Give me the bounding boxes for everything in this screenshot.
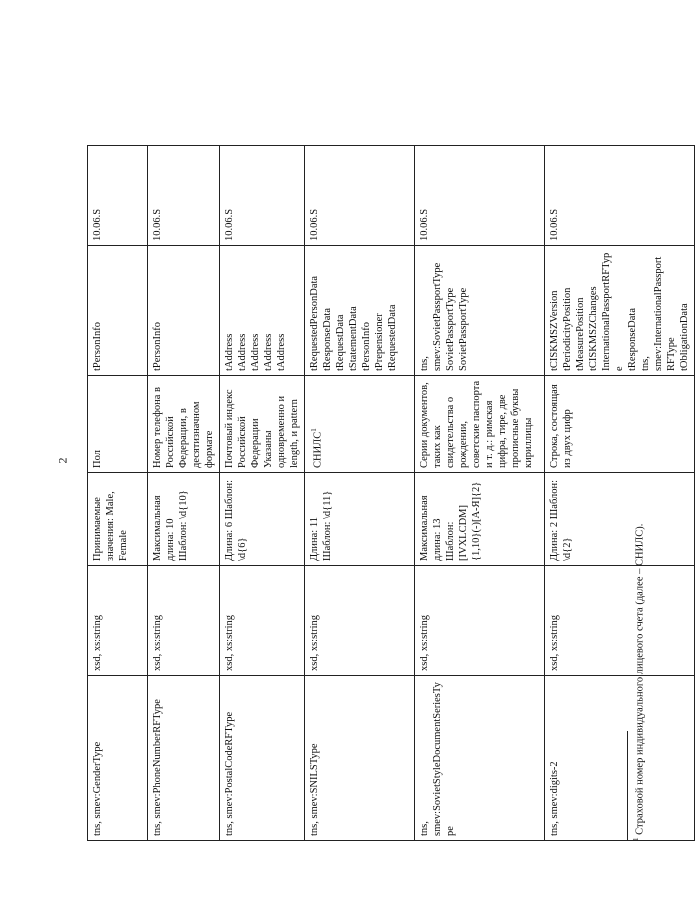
used-in-item: tPrepensioner — [374, 313, 385, 371]
used-in-item: tAddress — [224, 333, 235, 371]
version-cell: 10.06.S — [545, 146, 695, 246]
used-in-cell — [545, 246, 695, 376]
restriction-cell: Длина: 11 Шаблон: \d{11} — [305, 473, 415, 566]
restriction-cell: Принимаемые значения: Male, Female — [88, 473, 148, 566]
description-cell — [220, 376, 305, 473]
used-in-item: tResponseData — [322, 308, 333, 371]
table-row — [305, 71, 415, 841]
description-text: Номер телефона в Российской Федерации, в десятизначном формате — [152, 386, 215, 468]
used-in-item: tns, smev:SovietPassportType — [419, 262, 443, 371]
version-cell: 10.06.S — [220, 146, 305, 246]
type-name-cell: tns, smev:PhoneNumberRFType — [148, 676, 220, 841]
footnote-text: Страховой номер индивидуального лицевого счета (далее – СНИЛС). — [634, 523, 646, 835]
table-row — [88, 71, 148, 841]
type-name-cell: tns, smev:SNILSType — [305, 676, 415, 841]
type-name-cell: tns, smev:digits-2 — [545, 676, 695, 841]
restriction-cell: Максимальная длина: 10 Шаблон: \d{10} — [148, 473, 220, 566]
version-cell: 10.06.S — [148, 146, 220, 246]
base-type-cell: xsd, xs:string — [305, 566, 415, 676]
description-text: Пол — [92, 450, 103, 468]
type-name-cell: tns, smev:PostalCodeRFType — [220, 676, 305, 841]
used-in-item: tObligationData — [679, 303, 690, 371]
used-in-item: tPeriodicityPosition — [562, 287, 573, 371]
base-type-cell: xsd, xs:string — [415, 566, 545, 676]
used-in-item: tAddress — [237, 333, 248, 371]
type-name-cell: tns, smev:GenderType — [88, 676, 148, 841]
used-in-item: tns, smev:InternationalPassportRFType — [640, 256, 677, 371]
footnote-mark: 1 — [632, 837, 640, 841]
restriction-cell: Длина: 2 Шаблон: \d{2} — [545, 473, 695, 566]
used-in-cell — [220, 246, 305, 376]
rotated-document — [87, 71, 690, 841]
used-in-item: tAddress — [250, 333, 261, 371]
used-in-item: tRequestedData — [387, 304, 398, 371]
types-table — [87, 70, 695, 841]
description-text: Серии документов, таких как свидетельства о рождении, советские паспорта и т. д.: римская цифра, тире, две прописные буквы кириллицы — [419, 380, 534, 468]
version-cell: 10.06.S — [88, 146, 148, 246]
footnote — [627, 71, 646, 841]
used-in-item: tAddress — [263, 333, 274, 371]
description-cell — [545, 376, 695, 473]
used-in-item: SovietPassportType — [458, 287, 469, 371]
base-type-cell: xsd, xs:string — [148, 566, 220, 676]
used-in-item: tPersonInfo — [92, 322, 103, 371]
footnote-ref: 1 — [310, 428, 318, 432]
used-in-item: SovietPassportType — [445, 287, 456, 371]
table-row — [148, 71, 220, 841]
used-in-item: tPersonInfo — [152, 322, 163, 371]
used-in-cell — [88, 246, 148, 376]
used-in-item: tRequestedPersonData — [309, 275, 320, 371]
used-in-item: tCISKMSZVersion — [549, 290, 560, 371]
used-in-cell — [415, 246, 545, 376]
table-row — [545, 71, 695, 841]
used-in-item: tMeasurePosition — [575, 297, 586, 371]
description-cell — [148, 376, 220, 473]
used-in-item: tStatementData — [348, 306, 359, 371]
restriction-cell: Длина: 6 Шаблон: \d{6} — [220, 473, 305, 566]
version-cell: 10.06.S — [305, 146, 415, 246]
page-number: 2 — [55, 457, 70, 464]
used-in-cell — [305, 246, 415, 376]
table-row — [415, 71, 545, 841]
used-in-item: InternationalPassportRFType — [601, 252, 625, 371]
description-cell — [415, 376, 545, 473]
restriction-cell: Максимальная длина: 13 Шаблон: [IVXLCDM]{1,10}(-)[А-Я]{2} — [415, 473, 545, 566]
used-in-item: tRequestData — [335, 314, 346, 371]
table-row — [220, 71, 305, 841]
version-cell: 10.06.S — [415, 146, 545, 246]
footnote-rule — [627, 731, 628, 841]
base-type-cell: xsd, xs:string — [88, 566, 148, 676]
used-in-item: tCISKMSZChanges — [588, 286, 599, 371]
base-type-cell: xsd, xs:string — [220, 566, 305, 676]
type-name-cell: tns, smev:SovietStyleDocumentSeriesType — [415, 676, 545, 841]
description-text: СНИЛС — [312, 431, 324, 468]
used-in-item: tPersonInfo — [361, 322, 372, 371]
used-in-item: tResponseData — [627, 308, 638, 371]
description-text: Почтовый индекс Российской Федерации Указаны одновременно и length, и pattern — [224, 389, 300, 468]
description-cell — [88, 376, 148, 473]
used-in-cell — [148, 246, 220, 376]
used-in-item: tAddress — [276, 333, 287, 371]
description-text: Строка, состоящая из двух цифр — [549, 384, 573, 468]
base-type-cell: xsd, xs:string — [545, 566, 695, 676]
description-cell — [305, 376, 415, 473]
